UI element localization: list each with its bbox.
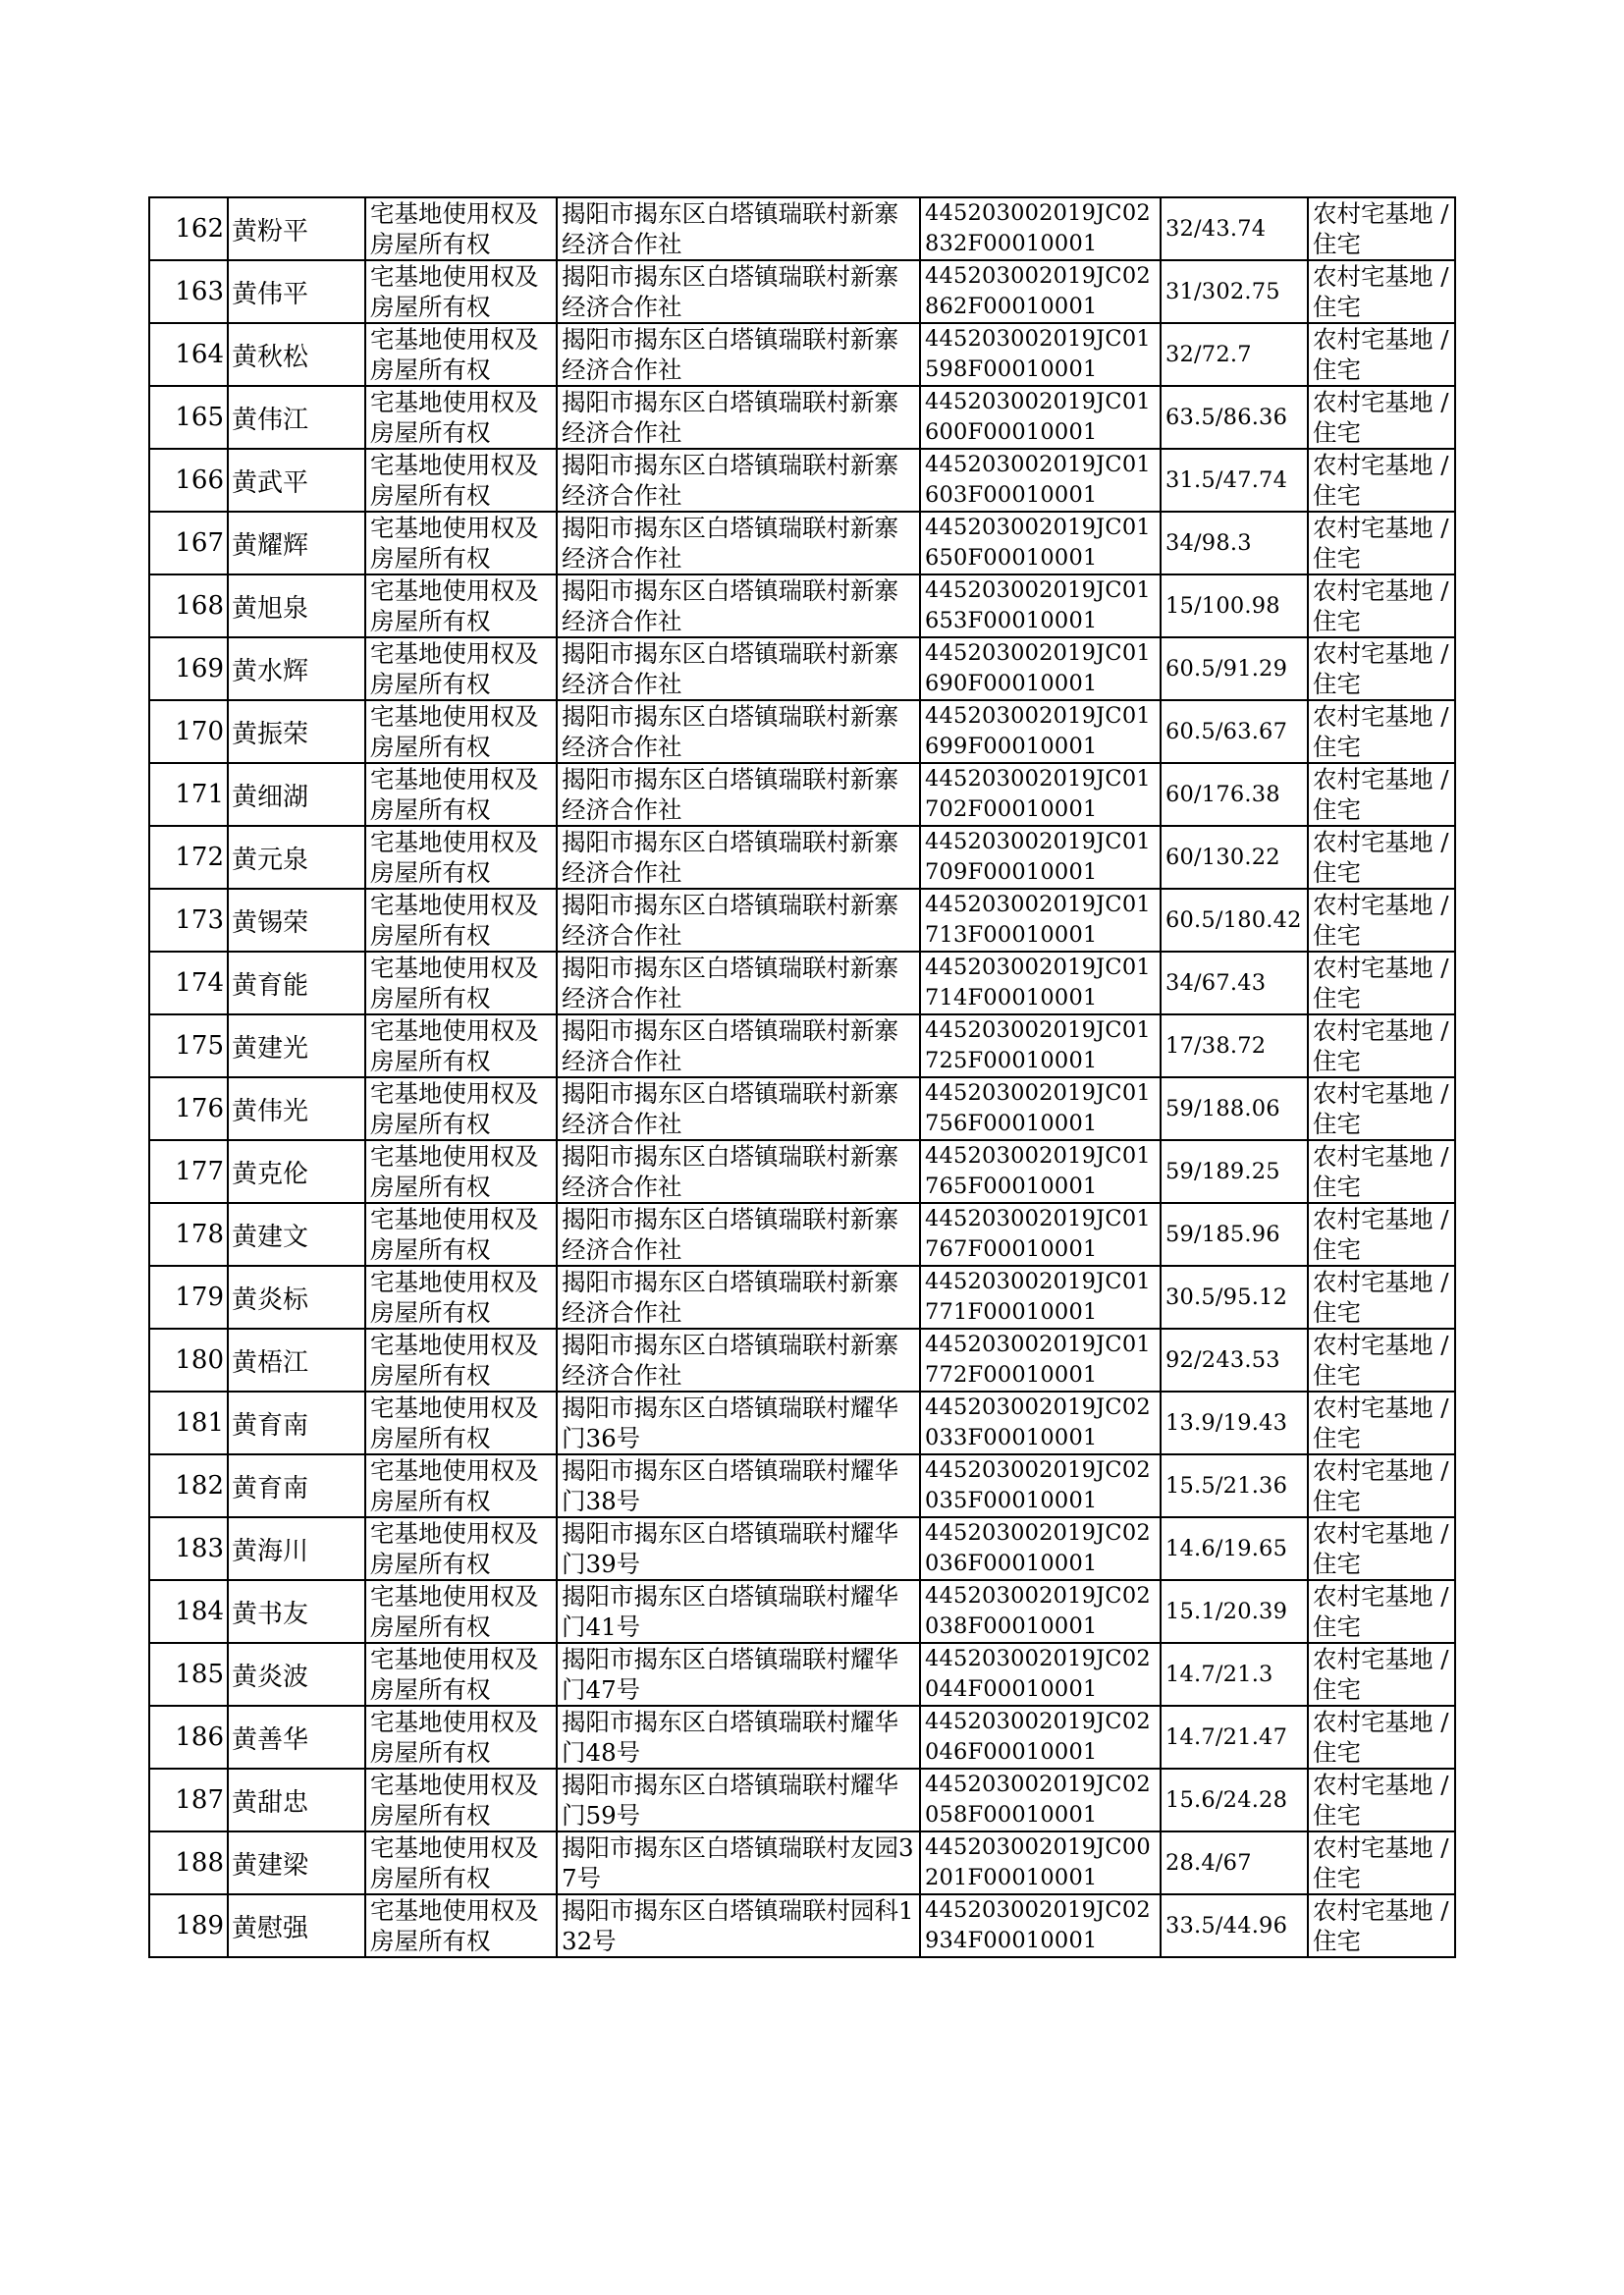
table-row bbox=[149, 1769, 1455, 1831]
row-number: 180 bbox=[149, 1329, 228, 1392]
certificate-number: 445203002019JC01702F00010001 bbox=[920, 763, 1161, 826]
row-number: 162 bbox=[149, 197, 228, 260]
right-type: 宅基地使用权及房屋所有权 bbox=[365, 1203, 557, 1266]
row-number: 188 bbox=[149, 1831, 228, 1894]
owner-name: 黄育南 bbox=[228, 1392, 365, 1454]
row-number: 184 bbox=[149, 1580, 228, 1643]
table-row bbox=[149, 1140, 1455, 1203]
land-use: 农村宅基地 / 住宅 bbox=[1308, 1140, 1455, 1203]
certificate-number: 445203002019JC01771F00010001 bbox=[920, 1266, 1161, 1329]
area-value: 60.5/180.42 bbox=[1161, 889, 1308, 952]
table-row bbox=[149, 1894, 1455, 1957]
area-value: 15.1/20.39 bbox=[1161, 1580, 1308, 1643]
area-value: 15/100.98 bbox=[1161, 574, 1308, 637]
owner-name: 黄慰强 bbox=[228, 1894, 365, 1957]
registration-table bbox=[148, 196, 1456, 1958]
land-use: 农村宅基地 / 住宅 bbox=[1308, 637, 1455, 700]
row-number: 178 bbox=[149, 1203, 228, 1266]
owner-name: 黄细湖 bbox=[228, 763, 365, 826]
right-type: 宅基地使用权及房屋所有权 bbox=[365, 637, 557, 700]
area-value: 60.5/63.67 bbox=[1161, 700, 1308, 763]
certificate-number: 445203002019JC01765F00010001 bbox=[920, 1140, 1161, 1203]
owner-name: 黄炎波 bbox=[228, 1643, 365, 1706]
owner-name: 黄建文 bbox=[228, 1203, 365, 1266]
table-row bbox=[149, 1077, 1455, 1140]
row-number: 182 bbox=[149, 1454, 228, 1517]
certificate-number: 445203002019JC01650F00010001 bbox=[920, 512, 1161, 574]
table-row bbox=[149, 1392, 1455, 1454]
right-type: 宅基地使用权及房屋所有权 bbox=[365, 1706, 557, 1769]
certificate-number: 445203002019JC01600F00010001 bbox=[920, 386, 1161, 449]
row-number: 170 bbox=[149, 700, 228, 763]
land-use: 农村宅基地 / 住宅 bbox=[1308, 260, 1455, 323]
certificate-number: 445203002019JC02058F00010001 bbox=[920, 1769, 1161, 1831]
right-type: 宅基地使用权及房屋所有权 bbox=[365, 1894, 557, 1957]
area-value: 31/302.75 bbox=[1161, 260, 1308, 323]
table-row bbox=[149, 197, 1455, 260]
row-number: 174 bbox=[149, 952, 228, 1014]
area-value: 28.4/67 bbox=[1161, 1831, 1308, 1894]
land-use: 农村宅基地 / 住宅 bbox=[1308, 1894, 1455, 1957]
property-location: 揭阳市揭东区白塔镇瑞联村耀华门48号 bbox=[557, 1706, 920, 1769]
property-location: 揭阳市揭东区白塔镇瑞联村新寨经济合作社 bbox=[557, 1329, 920, 1392]
row-number: 172 bbox=[149, 826, 228, 889]
property-location: 揭阳市揭东区白塔镇瑞联村耀华门39号 bbox=[557, 1517, 920, 1580]
property-location: 揭阳市揭东区白塔镇瑞联村新寨经济合作社 bbox=[557, 449, 920, 512]
row-number: 177 bbox=[149, 1140, 228, 1203]
certificate-number: 445203002019JC02934F00010001 bbox=[920, 1894, 1161, 1957]
owner-name: 黄振荣 bbox=[228, 700, 365, 763]
table-row bbox=[149, 1831, 1455, 1894]
property-location: 揭阳市揭东区白塔镇瑞联村新寨经济合作社 bbox=[557, 574, 920, 637]
row-number: 187 bbox=[149, 1769, 228, 1831]
right-type: 宅基地使用权及房屋所有权 bbox=[365, 889, 557, 952]
owner-name: 黄克伦 bbox=[228, 1140, 365, 1203]
property-location: 揭阳市揭东区白塔镇瑞联村新寨经济合作社 bbox=[557, 260, 920, 323]
row-number: 189 bbox=[149, 1894, 228, 1957]
table-row bbox=[149, 449, 1455, 512]
land-use: 农村宅基地 / 住宅 bbox=[1308, 1454, 1455, 1517]
property-location: 揭阳市揭东区白塔镇瑞联村新寨经济合作社 bbox=[557, 386, 920, 449]
right-type: 宅基地使用权及房屋所有权 bbox=[365, 952, 557, 1014]
owner-name: 黄耀辉 bbox=[228, 512, 365, 574]
owner-name: 黄海川 bbox=[228, 1517, 365, 1580]
property-location: 揭阳市揭东区白塔镇瑞联村耀华门47号 bbox=[557, 1643, 920, 1706]
row-number: 165 bbox=[149, 386, 228, 449]
table-row bbox=[149, 1643, 1455, 1706]
land-use: 农村宅基地 / 住宅 bbox=[1308, 449, 1455, 512]
property-location: 揭阳市揭东区白塔镇瑞联村新寨经济合作社 bbox=[557, 1140, 920, 1203]
area-value: 60/176.38 bbox=[1161, 763, 1308, 826]
area-value: 63.5/86.36 bbox=[1161, 386, 1308, 449]
owner-name: 黄武平 bbox=[228, 449, 365, 512]
property-location: 揭阳市揭东区白塔镇瑞联村园科132号 bbox=[557, 1894, 920, 1957]
right-type: 宅基地使用权及房屋所有权 bbox=[365, 1580, 557, 1643]
property-location: 揭阳市揭东区白塔镇瑞联村新寨经济合作社 bbox=[557, 763, 920, 826]
right-type: 宅基地使用权及房屋所有权 bbox=[365, 1769, 557, 1831]
right-type: 宅基地使用权及房屋所有权 bbox=[365, 700, 557, 763]
table-row bbox=[149, 1706, 1455, 1769]
land-use: 农村宅基地 / 住宅 bbox=[1308, 574, 1455, 637]
owner-name: 黄建梁 bbox=[228, 1831, 365, 1894]
property-location: 揭阳市揭东区白塔镇瑞联村新寨经济合作社 bbox=[557, 197, 920, 260]
property-location: 揭阳市揭东区白塔镇瑞联村耀华门38号 bbox=[557, 1454, 920, 1517]
owner-name: 黄秋松 bbox=[228, 323, 365, 386]
table-row bbox=[149, 1203, 1455, 1266]
right-type: 宅基地使用权及房屋所有权 bbox=[365, 1140, 557, 1203]
row-number: 166 bbox=[149, 449, 228, 512]
certificate-number: 445203002019JC02046F00010001 bbox=[920, 1706, 1161, 1769]
land-use: 农村宅基地 / 住宅 bbox=[1308, 1706, 1455, 1769]
table-row bbox=[149, 386, 1455, 449]
land-use: 农村宅基地 / 住宅 bbox=[1308, 700, 1455, 763]
land-use: 农村宅基地 / 住宅 bbox=[1308, 1643, 1455, 1706]
area-value: 14.7/21.3 bbox=[1161, 1643, 1308, 1706]
certificate-number: 445203002019JC02044F00010001 bbox=[920, 1643, 1161, 1706]
area-value: 59/188.06 bbox=[1161, 1077, 1308, 1140]
right-type: 宅基地使用权及房屋所有权 bbox=[365, 1831, 557, 1894]
certificate-number: 445203002019JC01713F00010001 bbox=[920, 889, 1161, 952]
certificate-number: 445203002019JC02862F00010001 bbox=[920, 260, 1161, 323]
property-location: 揭阳市揭东区白塔镇瑞联村耀华门36号 bbox=[557, 1392, 920, 1454]
owner-name: 黄善华 bbox=[228, 1706, 365, 1769]
certificate-number: 445203002019JC01603F00010001 bbox=[920, 449, 1161, 512]
row-number: 173 bbox=[149, 889, 228, 952]
certificate-number: 445203002019JC01690F00010001 bbox=[920, 637, 1161, 700]
property-location: 揭阳市揭东区白塔镇瑞联村新寨经济合作社 bbox=[557, 889, 920, 952]
property-location: 揭阳市揭东区白塔镇瑞联村新寨经济合作社 bbox=[557, 1014, 920, 1077]
row-number: 183 bbox=[149, 1517, 228, 1580]
area-value: 14.6/19.65 bbox=[1161, 1517, 1308, 1580]
certificate-number: 445203002019JC01653F00010001 bbox=[920, 574, 1161, 637]
property-location: 揭阳市揭东区白塔镇瑞联村新寨经济合作社 bbox=[557, 1266, 920, 1329]
certificate-number: 445203002019JC01709F00010001 bbox=[920, 826, 1161, 889]
table-row bbox=[149, 1517, 1455, 1580]
area-value: 15.5/21.36 bbox=[1161, 1454, 1308, 1517]
land-use: 农村宅基地 / 住宅 bbox=[1308, 1580, 1455, 1643]
row-number: 163 bbox=[149, 260, 228, 323]
certificate-number: 445203002019JC02033F00010001 bbox=[920, 1392, 1161, 1454]
certificate-number: 445203002019JC01772F00010001 bbox=[920, 1329, 1161, 1392]
right-type: 宅基地使用权及房屋所有权 bbox=[365, 1266, 557, 1329]
land-use: 农村宅基地 / 住宅 bbox=[1308, 1329, 1455, 1392]
table-row bbox=[149, 1454, 1455, 1517]
right-type: 宅基地使用权及房屋所有权 bbox=[365, 449, 557, 512]
table-row bbox=[149, 952, 1455, 1014]
row-number: 186 bbox=[149, 1706, 228, 1769]
right-type: 宅基地使用权及房屋所有权 bbox=[365, 1014, 557, 1077]
certificate-number: 445203002019JC01725F00010001 bbox=[920, 1014, 1161, 1077]
owner-name: 黄育南 bbox=[228, 1454, 365, 1517]
property-location: 揭阳市揭东区白塔镇瑞联村耀华门59号 bbox=[557, 1769, 920, 1831]
owner-name: 黄育能 bbox=[228, 952, 365, 1014]
land-use: 农村宅基地 / 住宅 bbox=[1308, 1517, 1455, 1580]
area-value: 60/130.22 bbox=[1161, 826, 1308, 889]
land-use: 农村宅基地 / 住宅 bbox=[1308, 1831, 1455, 1894]
land-use: 农村宅基地 / 住宅 bbox=[1308, 512, 1455, 574]
table-row bbox=[149, 763, 1455, 826]
table-row bbox=[149, 574, 1455, 637]
row-number: 171 bbox=[149, 763, 228, 826]
row-number: 176 bbox=[149, 1077, 228, 1140]
owner-name: 黄伟平 bbox=[228, 260, 365, 323]
area-value: 15.6/24.28 bbox=[1161, 1769, 1308, 1831]
owner-name: 黄梧江 bbox=[228, 1329, 365, 1392]
table-row bbox=[149, 1329, 1455, 1392]
table-row bbox=[149, 512, 1455, 574]
land-use: 农村宅基地 / 住宅 bbox=[1308, 197, 1455, 260]
right-type: 宅基地使用权及房屋所有权 bbox=[365, 574, 557, 637]
table-body bbox=[149, 197, 1455, 1957]
right-type: 宅基地使用权及房屋所有权 bbox=[365, 1643, 557, 1706]
right-type: 宅基地使用权及房屋所有权 bbox=[365, 1077, 557, 1140]
row-number: 185 bbox=[149, 1643, 228, 1706]
land-use: 农村宅基地 / 住宅 bbox=[1308, 1392, 1455, 1454]
row-number: 164 bbox=[149, 323, 228, 386]
table-row bbox=[149, 1014, 1455, 1077]
property-location: 揭阳市揭东区白塔镇瑞联村新寨经济合作社 bbox=[557, 952, 920, 1014]
owner-name: 黄伟光 bbox=[228, 1077, 365, 1140]
land-use: 农村宅基地 / 住宅 bbox=[1308, 1266, 1455, 1329]
table-row bbox=[149, 1580, 1455, 1643]
row-number: 179 bbox=[149, 1266, 228, 1329]
certificate-number: 445203002019JC00201F00010001 bbox=[920, 1831, 1161, 1894]
right-type: 宅基地使用权及房屋所有权 bbox=[365, 1454, 557, 1517]
row-number: 181 bbox=[149, 1392, 228, 1454]
table-row bbox=[149, 889, 1455, 952]
area-value: 17/38.72 bbox=[1161, 1014, 1308, 1077]
owner-name: 黄建光 bbox=[228, 1014, 365, 1077]
owner-name: 黄炎标 bbox=[228, 1266, 365, 1329]
certificate-number: 445203002019JC01756F00010001 bbox=[920, 1077, 1161, 1140]
row-number: 169 bbox=[149, 637, 228, 700]
certificate-number: 445203002019JC01699F00010001 bbox=[920, 700, 1161, 763]
table-row bbox=[149, 260, 1455, 323]
land-use: 农村宅基地 / 住宅 bbox=[1308, 323, 1455, 386]
land-use: 农村宅基地 / 住宅 bbox=[1308, 1203, 1455, 1266]
owner-name: 黄伟江 bbox=[228, 386, 365, 449]
certificate-number: 445203002019JC01598F00010001 bbox=[920, 323, 1161, 386]
area-value: 32/72.7 bbox=[1161, 323, 1308, 386]
property-location: 揭阳市揭东区白塔镇瑞联村新寨经济合作社 bbox=[557, 637, 920, 700]
area-value: 59/189.25 bbox=[1161, 1140, 1308, 1203]
certificate-number: 445203002019JC02035F00010001 bbox=[920, 1454, 1161, 1517]
land-use: 农村宅基地 / 住宅 bbox=[1308, 1769, 1455, 1831]
certificate-number: 445203002019JC02036F00010001 bbox=[920, 1517, 1161, 1580]
right-type: 宅基地使用权及房屋所有权 bbox=[365, 197, 557, 260]
owner-name: 黄锡荣 bbox=[228, 889, 365, 952]
owner-name: 黄书友 bbox=[228, 1580, 365, 1643]
right-type: 宅基地使用权及房屋所有权 bbox=[365, 1517, 557, 1580]
area-value: 60.5/91.29 bbox=[1161, 637, 1308, 700]
area-value: 14.7/21.47 bbox=[1161, 1706, 1308, 1769]
area-value: 34/67.43 bbox=[1161, 952, 1308, 1014]
property-location: 揭阳市揭东区白塔镇瑞联村新寨经济合作社 bbox=[557, 323, 920, 386]
property-location: 揭阳市揭东区白塔镇瑞联村耀华门41号 bbox=[557, 1580, 920, 1643]
certificate-number: 445203002019JC02832F00010001 bbox=[920, 197, 1161, 260]
right-type: 宅基地使用权及房屋所有权 bbox=[365, 826, 557, 889]
land-use: 农村宅基地 / 住宅 bbox=[1308, 763, 1455, 826]
right-type: 宅基地使用权及房屋所有权 bbox=[365, 1392, 557, 1454]
right-type: 宅基地使用权及房屋所有权 bbox=[365, 386, 557, 449]
owner-name: 黄水辉 bbox=[228, 637, 365, 700]
land-use: 农村宅基地 / 住宅 bbox=[1308, 952, 1455, 1014]
certificate-number: 445203002019JC01767F00010001 bbox=[920, 1203, 1161, 1266]
right-type: 宅基地使用权及房屋所有权 bbox=[365, 1329, 557, 1392]
area-value: 92/243.53 bbox=[1161, 1329, 1308, 1392]
land-use: 农村宅基地 / 住宅 bbox=[1308, 1077, 1455, 1140]
area-value: 59/185.96 bbox=[1161, 1203, 1308, 1266]
property-location: 揭阳市揭东区白塔镇瑞联村新寨经济合作社 bbox=[557, 700, 920, 763]
area-value: 34/98.3 bbox=[1161, 512, 1308, 574]
table-row bbox=[149, 826, 1455, 889]
right-type: 宅基地使用权及房屋所有权 bbox=[365, 323, 557, 386]
table-row bbox=[149, 637, 1455, 700]
right-type: 宅基地使用权及房屋所有权 bbox=[365, 763, 557, 826]
area-value: 31.5/47.74 bbox=[1161, 449, 1308, 512]
area-value: 30.5/95.12 bbox=[1161, 1266, 1308, 1329]
certificate-number: 445203002019JC02038F00010001 bbox=[920, 1580, 1161, 1643]
right-type: 宅基地使用权及房屋所有权 bbox=[365, 512, 557, 574]
property-location: 揭阳市揭东区白塔镇瑞联村新寨经济合作社 bbox=[557, 826, 920, 889]
owner-name: 黄元泉 bbox=[228, 826, 365, 889]
row-number: 167 bbox=[149, 512, 228, 574]
land-use: 农村宅基地 / 住宅 bbox=[1308, 386, 1455, 449]
table-row bbox=[149, 700, 1455, 763]
right-type: 宅基地使用权及房屋所有权 bbox=[365, 260, 557, 323]
certificate-number: 445203002019JC01714F00010001 bbox=[920, 952, 1161, 1014]
land-use: 农村宅基地 / 住宅 bbox=[1308, 889, 1455, 952]
owner-name: 黄旭泉 bbox=[228, 574, 365, 637]
property-location: 揭阳市揭东区白塔镇瑞联村新寨经济合作社 bbox=[557, 1077, 920, 1140]
area-value: 32/43.74 bbox=[1161, 197, 1308, 260]
property-location: 揭阳市揭东区白塔镇瑞联村新寨经济合作社 bbox=[557, 512, 920, 574]
area-value: 33.5/44.96 bbox=[1161, 1894, 1308, 1957]
row-number: 168 bbox=[149, 574, 228, 637]
table-row bbox=[149, 323, 1455, 386]
owner-name: 黄粉平 bbox=[228, 197, 365, 260]
land-use: 农村宅基地 / 住宅 bbox=[1308, 826, 1455, 889]
area-value: 13.9/19.43 bbox=[1161, 1392, 1308, 1454]
land-use: 农村宅基地 / 住宅 bbox=[1308, 1014, 1455, 1077]
table-row bbox=[149, 1266, 1455, 1329]
row-number: 175 bbox=[149, 1014, 228, 1077]
property-location: 揭阳市揭东区白塔镇瑞联村新寨经济合作社 bbox=[557, 1203, 920, 1266]
property-location: 揭阳市揭东区白塔镇瑞联村友园37号 bbox=[557, 1831, 920, 1894]
owner-name: 黄甜忠 bbox=[228, 1769, 365, 1831]
